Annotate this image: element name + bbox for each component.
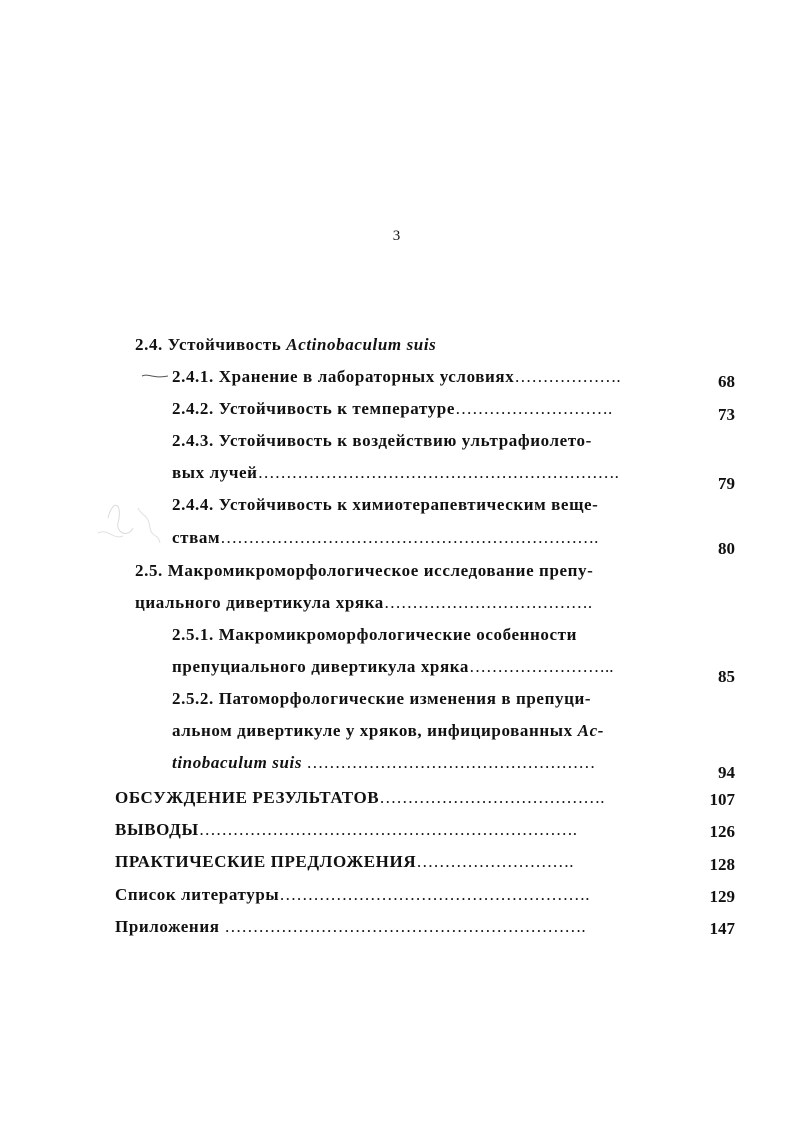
toc-entry-text: ОБСУЖДЕНИЕ РЕЗУЛЬТАТОВ xyxy=(115,788,380,807)
toc-entry-2-5-1-cont[interactable] xyxy=(172,655,684,679)
toc-entry-discussion[interactable] xyxy=(115,786,684,810)
toc-entry-2-5-2-cont[interactable] xyxy=(172,719,604,743)
toc-page-number: 68 xyxy=(718,372,735,391)
toc-entry-text: 2.4.4. Устойчивость к химиотерапевтическим веще- xyxy=(172,495,599,514)
toc-entry-text: Список литературы xyxy=(115,885,280,904)
toc-entry-text: ствам xyxy=(172,528,221,547)
toc-entry-text: препуциального дивертикула хряка xyxy=(172,657,470,676)
toc-page-number: 147 xyxy=(709,919,735,938)
toc-entry-text: 2.4.3. Устойчивость к воздействию ультрафиолето- xyxy=(172,431,592,450)
toc-page-number: 129 xyxy=(709,887,735,906)
toc-entry-2-5-2-cont2[interactable] xyxy=(172,751,684,775)
toc-entry-2-4-4[interactable] xyxy=(172,493,598,517)
toc-page-number: 94 xyxy=(718,763,735,782)
toc-page-number: 79 xyxy=(718,474,735,493)
toc-leader-dots: ………………………………………………………. xyxy=(257,463,619,482)
toc-page-number: 128 xyxy=(709,855,735,874)
toc-leader-dots: …………………….. xyxy=(469,657,614,676)
toc-entry-references[interactable] xyxy=(115,883,684,907)
toc-entry-text: альном дивертикуле у хряков, инфицированных xyxy=(172,721,578,740)
toc-entry-text: 2.4.1. Хранение в лабораторных условиях xyxy=(172,367,515,386)
toc-entry-practical-proposals[interactable] xyxy=(115,850,684,874)
toc-leader-dots: …………………………………………… xyxy=(302,753,596,772)
toc-entry-2-5-2[interactable] xyxy=(172,687,591,711)
toc-entry-2-5[interactable] xyxy=(135,559,593,583)
toc-page-number: 107 xyxy=(709,790,735,809)
toc-leader-dots: ………………………. xyxy=(416,852,574,871)
toc-leader-dots: ………………………………. xyxy=(383,593,593,612)
toc-entry-text: 2.5.2. Патоморфологические изменения в препуци- xyxy=(172,689,592,708)
toc-entry-text: циального дивертикула хряка xyxy=(135,593,384,612)
pencil-sketch-mark xyxy=(88,478,178,558)
toc-leader-dots: …………………………………. xyxy=(379,788,605,807)
toc-entry-appendices[interactable] xyxy=(115,915,684,939)
toc-entry-italic: tinobaculum suis xyxy=(172,753,303,772)
toc-entry-text: вых лучей xyxy=(172,463,258,482)
toc-leader-dots: …………………………………………………………. xyxy=(220,528,599,547)
toc-entry-2-4-1[interactable] xyxy=(172,365,684,389)
toc-entry-2-4-4-cont[interactable] xyxy=(172,526,684,550)
toc-entry-text: ПРАКТИЧЕСКИЕ ПРЕДЛОЖЕНИЯ xyxy=(115,852,417,871)
toc-leader-dots: ………………………………………………………. xyxy=(224,917,586,936)
toc-page-number: 73 xyxy=(718,405,735,424)
toc-leader-dots: ………………. xyxy=(514,367,621,386)
toc-page-number: 80 xyxy=(718,539,735,558)
pen-stroke-mark xyxy=(140,371,170,381)
toc-leader-dots: …………………………………………………………. xyxy=(198,820,577,839)
toc-entry-text: Приложения xyxy=(115,917,225,936)
toc-entry-italic: Actinobaculum suis xyxy=(286,335,437,354)
toc-entry-2-4-2[interactable] xyxy=(172,397,684,421)
toc-entry-2-4[interactable] xyxy=(135,333,436,357)
toc-entry-text: 2.5. Макромикроморфологическое исследование препу- xyxy=(135,561,594,580)
toc-entry-text: 2.4. Устойчивость xyxy=(135,335,287,354)
toc-entry-italic: Ac- xyxy=(577,721,604,740)
toc-leader-dots: ………………………………………………. xyxy=(279,885,590,904)
toc-entry-2-4-3[interactable] xyxy=(172,429,592,453)
toc-entry-text: ВЫВОДЫ xyxy=(115,820,199,839)
toc-entry-conclusions[interactable] xyxy=(115,818,684,842)
toc-page-number: 126 xyxy=(709,822,735,841)
toc-entry-2-5-1[interactable] xyxy=(172,623,577,647)
toc-entry-2-5-cont[interactable] xyxy=(135,591,684,615)
toc-entry-text: 2.4.2. Устойчивость к температуре xyxy=(172,399,455,418)
toc-entry-2-4-3-cont[interactable] xyxy=(172,461,684,485)
toc-entry-text: 2.5.1. Макромикроморфологические особенности xyxy=(172,625,577,644)
page-number: 3 xyxy=(392,228,401,244)
toc-page-number: 85 xyxy=(718,667,735,686)
toc-leader-dots: ………………………. xyxy=(455,399,613,418)
